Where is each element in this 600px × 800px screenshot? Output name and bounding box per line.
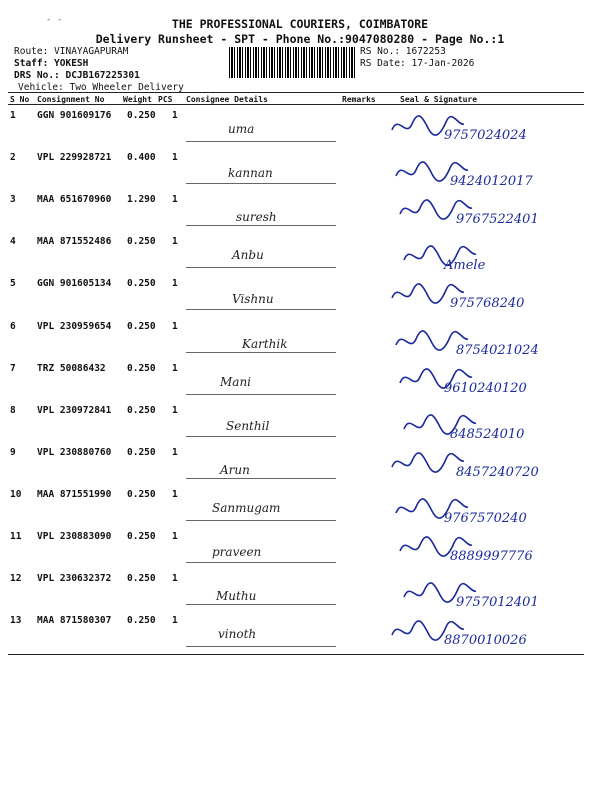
row-consignee-name: kannan: [228, 166, 273, 181]
row-sno: 10: [10, 488, 22, 500]
row-phone-handwritten: 9767522401: [456, 212, 539, 228]
row-consignee-name: Karthik: [242, 336, 288, 351]
consignee-underline: [186, 478, 336, 479]
row-pcs: 1: [172, 194, 178, 206]
row-sno: 3: [10, 194, 16, 206]
consignee-underline: [186, 183, 336, 184]
row-consignment-no: VPL 229928721: [37, 152, 112, 164]
row-weight: 0.250: [127, 278, 156, 290]
row-consignee-name: uma: [228, 122, 255, 136]
row-consignee-name: suresh: [236, 210, 277, 225]
table-row: [0, 110, 600, 152]
col-consignee: Consignee Details: [186, 95, 268, 104]
row-sno: 7: [10, 362, 16, 374]
row-sno: 5: [10, 278, 16, 290]
row-consignment-no: MAA 651670960: [37, 194, 112, 206]
row-pcs: 1: [172, 446, 178, 458]
row-consignee-name: Senthil: [226, 418, 270, 433]
header-rule-top: [8, 92, 584, 93]
row-weight: 0.250: [127, 531, 156, 542]
row-pcs: 1: [172, 404, 178, 416]
row-consignee-name: praveen: [212, 545, 262, 559]
row-phone-handwritten: 9424012017: [450, 174, 533, 190]
table-row: [0, 447, 600, 489]
company-title: THE PROFESSIONAL COURIERS, COIMBATORE: [171, 17, 429, 31]
consignee-underline: [186, 309, 336, 310]
row-pcs: 1: [172, 573, 178, 585]
row-phone-handwritten: 8457240720: [456, 464, 539, 480]
table-row: [0, 615, 600, 657]
row-weight: 0.250: [127, 404, 156, 416]
row-consignee-name: Arun: [220, 462, 250, 477]
row-phone-handwritten: 848524010: [450, 426, 525, 442]
row-weight: 0.250: [127, 573, 156, 585]
table-row: [0, 321, 600, 363]
table-row: [0, 363, 600, 405]
row-sno: 4: [10, 236, 16, 248]
row-weight: 0.250: [127, 446, 156, 458]
header-marks: - -: [46, 15, 63, 25]
row-consignee-name: Muthu: [216, 589, 257, 604]
consignee-underline: [186, 141, 336, 142]
row-consignment-no: MAA 871551990: [37, 488, 112, 500]
col-sno: S No: [10, 95, 30, 104]
row-consignment-no: MAA 871580307: [37, 615, 112, 627]
drs-label: DRS No.: DCJB167225301: [14, 70, 140, 81]
row-weight: 0.400: [127, 152, 156, 164]
consignee-underline: [186, 436, 336, 437]
row-pcs: 1: [172, 278, 178, 290]
table-row: [0, 236, 600, 278]
col-seal-signature: Seal & Signature: [400, 95, 478, 104]
row-consignment-no: TRZ 50086432: [37, 362, 106, 374]
consignee-underline: [186, 225, 336, 226]
rs-number: RS No.: 1672253: [360, 46, 446, 57]
table-row: [0, 194, 600, 236]
row-phone-handwritten: 9757012401: [456, 595, 539, 611]
staff-label: Staff: YOKESH: [14, 58, 89, 69]
route-label: Route: VINAYAGAPURAM: [14, 46, 129, 57]
row-weight: 0.250: [127, 236, 156, 248]
table-row: [0, 278, 600, 320]
row-weight: 0.250: [127, 320, 156, 332]
table-row: [0, 489, 600, 531]
col-weight: Weight: [123, 95, 152, 104]
col-pcs: PCS: [158, 95, 173, 104]
row-sno: 6: [10, 320, 16, 332]
row-phone-handwritten: 8889997776: [450, 549, 533, 564]
row-pcs: 1: [172, 152, 178, 164]
header-rule-bottom: [8, 104, 584, 105]
row-consignee-name: vinoth: [218, 627, 257, 642]
row-pcs: 1: [172, 362, 178, 374]
consignee-underline: [186, 394, 336, 395]
consignee-underline: [186, 646, 336, 647]
row-phone-handwritten: 9610240120: [444, 380, 527, 396]
row-sno: 8: [10, 404, 16, 416]
row-consignment-no: MAA 871552486: [37, 236, 112, 248]
row-sno: 1: [10, 110, 16, 121]
row-weight: 0.250: [127, 488, 156, 500]
consignee-underline: [186, 604, 336, 605]
row-consignee-name: Vishnu: [232, 292, 274, 307]
row-consignee-name: Sanmugam: [212, 500, 281, 515]
row-pcs: 1: [172, 110, 178, 121]
consignee-underline: [186, 520, 336, 521]
row-sno: 13: [10, 615, 22, 627]
row-consignee-name: Anbu: [232, 248, 264, 263]
row-weight: 1.290: [127, 194, 156, 206]
row-phone-handwritten: 9767570240: [444, 510, 527, 526]
row-consignment-no: GGN 901605134: [37, 278, 112, 290]
row-phone-handwritten: 8870010026: [444, 633, 527, 649]
consignee-underline: [186, 267, 336, 268]
consignee-underline: [186, 352, 336, 353]
row-weight: 0.250: [127, 615, 156, 627]
row-consignment-no: VPL 230632372: [37, 573, 112, 585]
row-consignee-name: Mani: [220, 374, 252, 389]
runsheet-subtitle: Delivery Runsheet - SPT - Phone No.:9047080280 - Page No.:1: [95, 32, 505, 46]
row-weight: 0.250: [127, 362, 156, 374]
row-consignment-no: VPL 230959654: [37, 320, 112, 332]
table-row: [0, 573, 600, 615]
barcode: [229, 47, 355, 78]
row-phone-handwritten: 9757024024: [444, 128, 527, 143]
row-sno: 9: [10, 446, 16, 458]
row-pcs: 1: [172, 531, 178, 542]
row-consignment-no: VPL 230972841: [37, 404, 112, 416]
row-pcs: 1: [172, 488, 178, 500]
consignee-underline: [186, 562, 336, 563]
vehicle-label: Vehicle: Two Wheeler Delivery: [18, 82, 184, 93]
table-row: [0, 405, 600, 447]
row-pcs: 1: [172, 615, 178, 627]
row-weight: 0.250: [127, 110, 156, 121]
rs-date: RS Date: 17-Jan-2026: [360, 58, 475, 69]
row-sno: 2: [10, 152, 16, 164]
row-pcs: 1: [172, 320, 178, 332]
row-consignment-no: GGN 901609176: [37, 110, 112, 121]
row-phone-handwritten: 8754021024: [456, 342, 539, 358]
table-row: [0, 152, 600, 194]
row-consignment-no: VPL 230883090: [37, 531, 112, 542]
table-row: [0, 531, 600, 573]
row-pcs: 1: [172, 236, 178, 248]
row-sno: 11: [10, 531, 22, 542]
col-remarks: Remarks: [342, 95, 376, 104]
row-phone-handwritten: Amele: [444, 258, 486, 274]
row-consignment-no: VPL 230880760: [37, 446, 112, 458]
row-phone-handwritten: 975768240: [450, 296, 525, 312]
table-bottom-rule: [8, 654, 584, 655]
col-consignment: Consignment No: [37, 95, 105, 104]
row-sno: 12: [10, 573, 22, 585]
